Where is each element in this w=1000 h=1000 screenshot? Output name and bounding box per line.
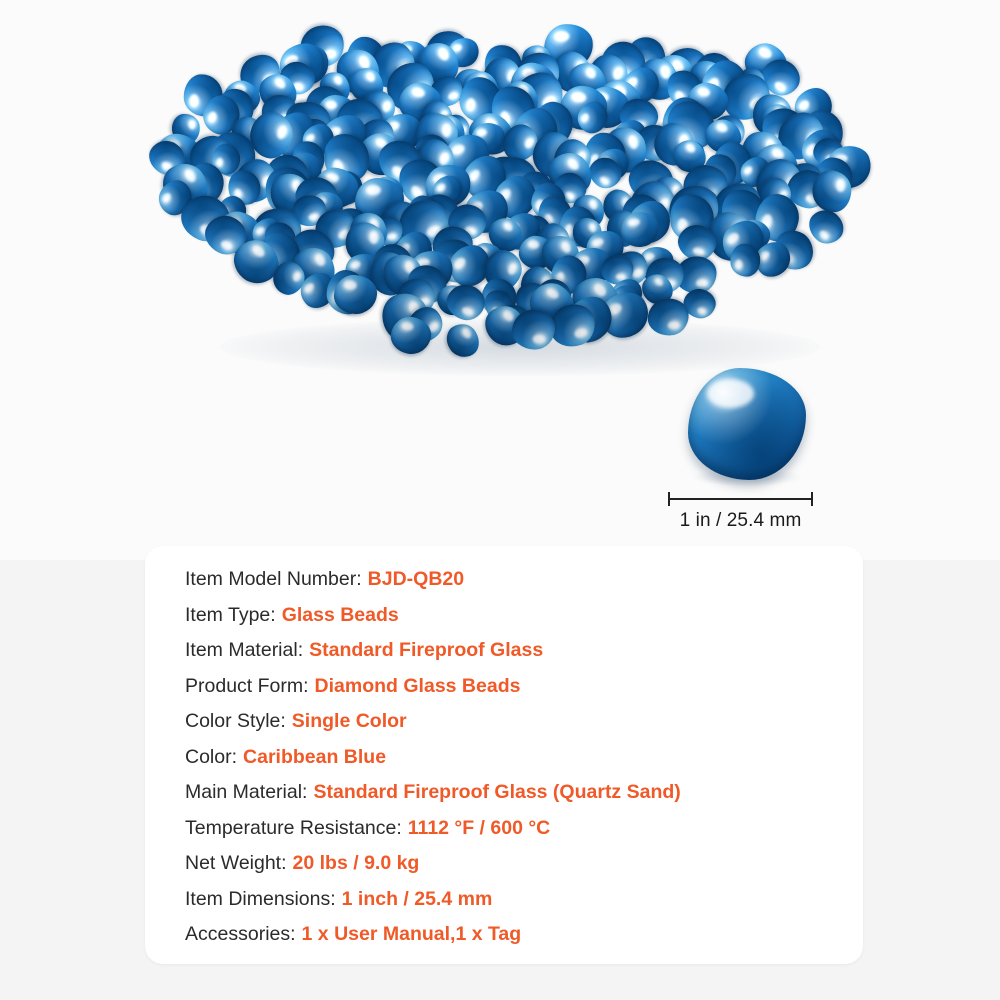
scale-line bbox=[668, 498, 813, 500]
scale-cap-left-icon bbox=[668, 492, 670, 506]
spec-value: 1 x User Manual,1 x Tag bbox=[301, 923, 522, 945]
spec-label: Net Weight: bbox=[185, 852, 287, 874]
glass-bead bbox=[730, 243, 761, 277]
spec-value: 20 lbs / 9.0 kg bbox=[292, 852, 420, 874]
spec-label: Item Dimensions: bbox=[185, 887, 336, 910]
specimen-body bbox=[688, 368, 806, 480]
bead-cluster bbox=[160, 18, 860, 388]
spec-value: Standard Fireproof Glass bbox=[309, 639, 544, 661]
spec-row bbox=[145, 639, 863, 675]
spec-value: BJD-QB20 bbox=[367, 568, 465, 590]
spec-value: 1112 °F / 600 °C bbox=[407, 816, 551, 839]
spec-label: Item Material: bbox=[185, 639, 304, 661]
specification-list bbox=[145, 568, 863, 959]
spec-label: Main Material: bbox=[185, 781, 308, 803]
glass-bead bbox=[512, 309, 556, 350]
spec-label: Color: bbox=[185, 745, 238, 768]
spec-row bbox=[145, 817, 863, 853]
spec-row bbox=[145, 568, 863, 604]
spec-row bbox=[145, 604, 863, 640]
spec-row bbox=[145, 710, 863, 746]
spec-value: Glass Beads bbox=[281, 603, 399, 626]
single-bead-specimen bbox=[688, 368, 808, 488]
bead-pile bbox=[160, 18, 860, 388]
spec-row bbox=[145, 675, 863, 711]
spec-row bbox=[145, 888, 863, 924]
glass-bead bbox=[811, 170, 851, 213]
spec-value: Single Color bbox=[291, 710, 407, 732]
spec-label: Item Model Number: bbox=[185, 568, 362, 590]
specification-card bbox=[145, 546, 863, 964]
glass-bead bbox=[648, 298, 689, 336]
spec-label: Accessories: bbox=[185, 923, 296, 945]
spec-value: Diamond Glass Beads bbox=[314, 674, 521, 697]
spec-label: Color Style: bbox=[185, 710, 286, 732]
spec-row bbox=[145, 781, 863, 817]
scale-bar bbox=[668, 492, 813, 540]
spec-row bbox=[145, 746, 863, 782]
spec-value: 1 inch / 25.4 mm bbox=[341, 887, 493, 910]
scale-label: 1 in / 25.4 mm bbox=[679, 510, 802, 531]
scale-cap-right-icon bbox=[811, 492, 813, 506]
spec-label: Product Form: bbox=[185, 674, 309, 697]
glass-bead bbox=[441, 318, 485, 363]
spec-value: Standard Fireproof Glass (Quartz Sand) bbox=[313, 781, 681, 803]
spec-value: Caribbean Blue bbox=[243, 745, 387, 768]
spec-row bbox=[145, 923, 863, 959]
spec-label: Temperature Resistance: bbox=[185, 816, 402, 839]
spec-label: Item Type: bbox=[185, 603, 276, 626]
spec-row bbox=[145, 852, 863, 888]
